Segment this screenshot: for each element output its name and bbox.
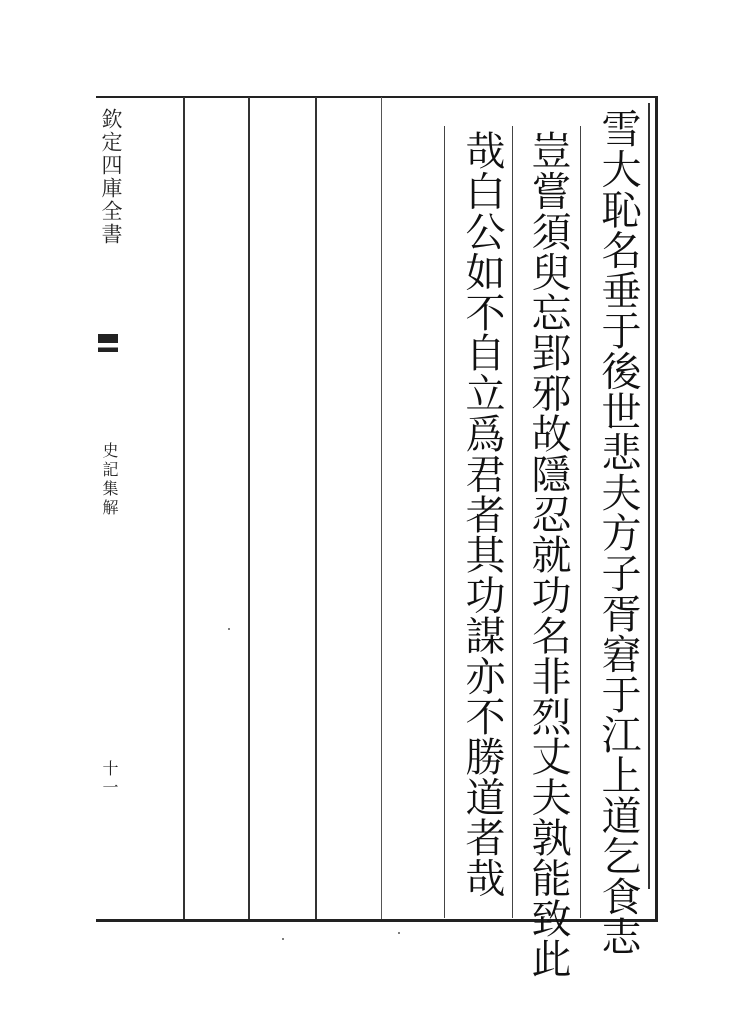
fish-tail-mark <box>98 334 118 364</box>
section-title: 史記集解 <box>100 442 119 518</box>
column-rule <box>183 97 185 919</box>
book-title: 欽定四庫全書 <box>99 108 123 246</box>
column-rule <box>512 126 513 918</box>
scan-speck <box>282 938 284 940</box>
column-rule <box>315 97 317 919</box>
column-rule <box>444 126 445 918</box>
column-rule <box>580 126 581 918</box>
text-column-2: 豈嘗須臾忘郢邪故隱忍就功名非烈丈夫孰能致此 <box>525 130 571 979</box>
page-number: 十一 <box>100 760 119 798</box>
scan-speck <box>228 628 230 630</box>
inner-border-rule <box>648 103 650 889</box>
text-column-1: 雪大恥名垂于後世悲夫方子胥窘于江上道乞食志 <box>595 108 641 957</box>
column-rule <box>248 97 250 919</box>
column-rule <box>381 97 382 919</box>
scan-speck <box>398 932 400 934</box>
text-column-3: 哉白公如不自立爲君者其功謀亦不勝道者哉 <box>459 130 505 898</box>
